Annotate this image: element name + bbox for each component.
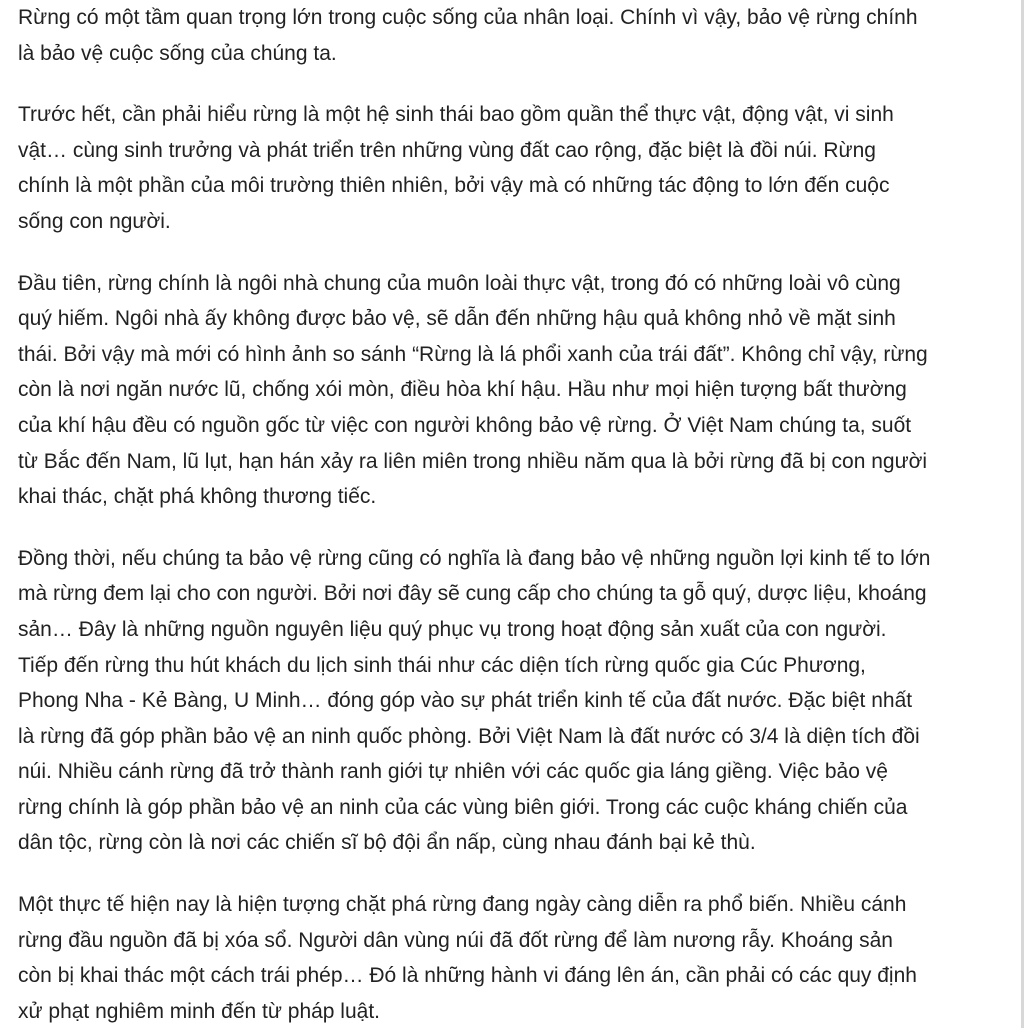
paragraph-economy-security: Đồng thời, nếu chúng ta bảo vệ rừng cũng có nghĩa là đang bảo vệ những nguồn lợi kinh tế to lớn mà rừng đem lại cho con người. Bởi nơi đây sẽ cung cấp cho chúng ta gỗ quý, dược liệu, khoáng sản… Đây là những nguồn nguyên liệu quý phục vụ trong hoạt động sản xuất của con người. Tiếp đến rừng thu hút khách du lịch sinh thái như các diện tích rừng quốc gia Cúc Phương, Phong Nha - Kẻ Bàng, U Minh… đóng góp vào sự phát triển kinh tế của đất nước. Đặc biệt nhất là rừng đã góp phần bảo vệ an ninh quốc phòng. Bởi Việt Nam là đất nước có 3/4 là diện tích đồi núi. Nhiều cánh rừng đã trở thành ranh giới tự nhiên với các quốc gia láng giềng. Việc bảo vệ rừng chính là góp phần bảo vệ an ninh của các vùng biên giới. Trong các cuộc kháng chiến của dân tộc, rừng còn là nơi các chiến sĩ bộ đội ẩn nấp, cùng nhau đánh bại kẻ thù. (18, 546, 931, 855)
paragraph-deforestation: Một thực tế hiện nay là hiện tượng chặt phá rừng đang ngày càng diễn ra phổ biến. Nhiều cánh rừng đầu nguồn đã bị xóa sổ. Người dân vùng núi đã đốt rừng để làm nương rẫy. Khoáng sản còn bị khai thác một cách trái phép… Đó là những hành vi đáng lên án, cần phải có các quy định xử phạt nghiêm minh đến từ pháp luật. (18, 893, 917, 1023)
paragraph-ecology: Đầu tiên, rừng chính là ngôi nhà chung của muôn loài thực vật, trong đó có những loài vô cùng quý hiếm. Ngôi nhà ấy không được bảo vệ, sẽ dẫn đến những hậu quả không nhỏ về mặt sinh thái. Bởi vậy mà mới có hình ảnh so sánh “Rừng là lá phổi xanh của trái đất”. Không chỉ vậy, rừng còn là nơi ngăn nước lũ, chống xói mòn, điều hòa khí hậu. Hầu như mọi hiện tượng bất thường của khí hậu đều có nguồn gốc từ việc con người không bảo vệ rừng. Ở Việt Nam chúng ta, suốt từ Bắc đến Nam, lũ lụt, hạn hán xảy ra liên miên trong nhiều năm qua là bởi rừng đã bị con người khai thác, chặt phá không thương tiếc. (18, 271, 928, 509)
paragraph-intro: Rừng có một tầm quan trọng lớn trong cuộc sống của nhân loại. Chính vì vậy, bảo vệ rừng chính là bảo vệ cuộc sống của chúng ta. (18, 6, 918, 65)
article-body (18, 0, 998, 1029)
paragraph-definition: Trước hết, cần phải hiểu rừng là một hệ sinh thái bao gồm quần thể thực vật, động vật, vi sinh vật… cùng sinh trưởng và phát triển trên những vùng đất cao rộng, đặc biệt là đồi núi. Rừng chính là một phần của môi trường thiên nhiên, bởi vậy mà có những tác động to lớn đến cuộc sống con người. (18, 103, 894, 233)
